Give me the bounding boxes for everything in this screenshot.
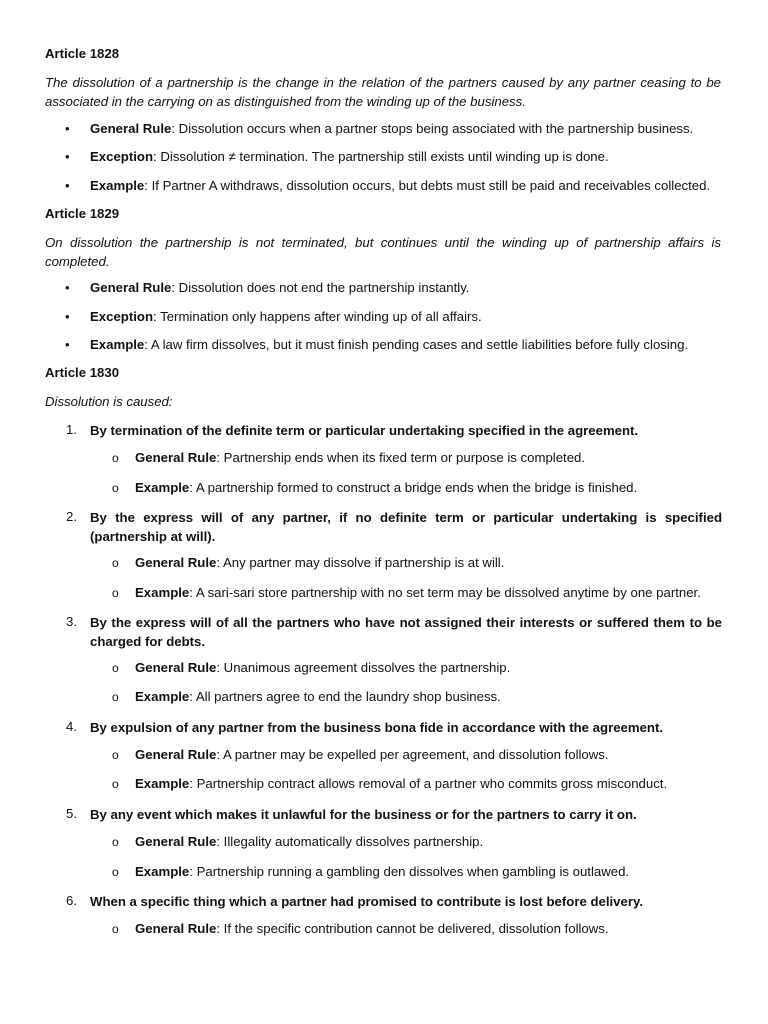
- bullet-icon: •: [65, 280, 70, 295]
- rule-text: : If Partner A withdraws, dissolution occurs, but debts must still be paid and receivables collected.: [144, 178, 711, 193]
- circle-bullet-icon: o: [112, 661, 119, 675]
- bullet-icon: •: [65, 121, 70, 136]
- article-text: The dissolution of a partnership is the change in the relation of the partners caused by any partner ceasing to be associated in the carrying on as distinguished from the winding up of the business.: [45, 75, 721, 109]
- circle-bullet-icon: o: [112, 451, 119, 465]
- rule-text: : Dissolution occurs when a partner stops being associated with the partnership business.: [171, 121, 694, 136]
- cause-text: By termination of the definite term or particular undertaking specified in the agreement.: [90, 423, 639, 438]
- list-item: [90, 337, 688, 352]
- article-heading: Article 1829: [45, 206, 120, 221]
- list-number: 1.: [66, 422, 77, 437]
- rule-text: : Partnership ends when its fixed term or purpose is completed.: [216, 450, 586, 465]
- list-item: [135, 480, 637, 495]
- rule-text: : Termination only happens after winding up of all affairs.: [153, 309, 482, 324]
- rule-label: Example: [135, 864, 190, 879]
- list-item: [135, 555, 504, 570]
- circle-bullet-icon: o: [112, 556, 119, 570]
- rule-label: Exception: [90, 149, 154, 164]
- rule-label: General Rule: [90, 280, 172, 295]
- circle-bullet-icon: o: [112, 748, 119, 762]
- list-item: [90, 178, 710, 193]
- circle-bullet-icon: o: [112, 865, 119, 879]
- rule-text: : Dissolution ≠ termination. The partnership still exists until winding up is done.: [153, 149, 609, 164]
- rule-label: Example: [135, 585, 190, 600]
- circle-bullet-icon: o: [112, 481, 119, 495]
- rule-text: : A sari-sari store partnership with no set term may be dissolved anytime by one partner.: [189, 585, 701, 600]
- circle-bullet-icon: o: [112, 835, 119, 849]
- rule-label: General Rule: [135, 450, 217, 465]
- list-item: [135, 834, 483, 849]
- list-number: 3.: [66, 614, 77, 629]
- cause-text: By the express will of all the partners who have not assigned their interests or suffered them to be charged for debts.: [90, 615, 722, 649]
- list-item: [90, 149, 609, 164]
- article-heading: Article 1828: [45, 46, 120, 61]
- rule-text: : Any partner may dissolve if partnership is at will.: [216, 555, 505, 570]
- bullet-icon: •: [65, 178, 70, 193]
- article-text: On dissolution the partnership is not terminated, but continues until the winding up of partnership affairs is completed.: [45, 235, 721, 269]
- list-item: [135, 660, 510, 675]
- rule-label: General Rule: [90, 121, 172, 136]
- rule-label: General Rule: [135, 747, 217, 762]
- list-item: [135, 585, 701, 600]
- cause-text: When a specific thing which a partner had promised to contribute is lost before delivery.: [90, 894, 643, 909]
- rule-text: : Unanimous agreement dissolves the partnership.: [216, 660, 511, 675]
- cause-text: By the express will of any partner, if no definite term or particular undertaking is specified (partnership at will).: [90, 510, 722, 544]
- rule-label: Example: [135, 480, 190, 495]
- rule-text: : Dissolution does not end the partnership instantly.: [171, 280, 470, 295]
- rule-label: General Rule: [135, 660, 217, 675]
- list-item: [90, 309, 482, 324]
- bullet-icon: •: [65, 337, 70, 352]
- bullet-icon: •: [65, 149, 70, 164]
- circle-bullet-icon: o: [112, 586, 119, 600]
- list-item: [90, 280, 469, 295]
- list-number: 4.: [66, 719, 77, 734]
- rule-text: : A partnership formed to construct a bridge ends when the bridge is finished.: [189, 480, 638, 495]
- circle-bullet-icon: o: [112, 922, 119, 936]
- circle-bullet-icon: o: [112, 777, 119, 791]
- list-item: [135, 776, 667, 791]
- rule-label: Example: [135, 776, 190, 791]
- list-item: [135, 864, 629, 879]
- article-heading: Article 1830: [45, 365, 120, 380]
- rule-text: : A law firm dissolves, but it must finish pending cases and settle liabilities before fully closing.: [144, 337, 689, 352]
- list-number: 6.: [66, 893, 77, 908]
- rule-label: General Rule: [135, 921, 217, 936]
- rule-label: Exception: [90, 309, 154, 324]
- rule-text: : Partnership contract allows removal of a partner who commits gross misconduct.: [189, 776, 668, 791]
- rule-label: Example: [90, 178, 145, 193]
- list-number: 5.: [66, 806, 77, 821]
- list-number: 2.: [66, 509, 77, 524]
- list-item: [135, 747, 609, 762]
- rule-label: General Rule: [135, 834, 217, 849]
- list-item: [135, 689, 501, 704]
- list-item: [135, 921, 609, 936]
- rule-text: : A partner may be expelled per agreement, and dissolution follows.: [216, 747, 609, 762]
- rule-text: : Illegality automatically dissolves partnership.: [216, 834, 484, 849]
- circle-bullet-icon: o: [112, 690, 119, 704]
- cause-text: By any event which makes it unlawful for the business or for the partners to carry it on.: [90, 807, 637, 822]
- rule-label: Example: [135, 689, 190, 704]
- rule-label: General Rule: [135, 555, 217, 570]
- rule-text: : All partners agree to end the laundry shop business.: [189, 689, 501, 704]
- list-item: [90, 121, 693, 136]
- rule-text: : Partnership running a gambling den dissolves when gambling is outlawed.: [189, 864, 630, 879]
- list-item: [135, 450, 585, 465]
- rule-text: : If the specific contribution cannot be delivered, dissolution follows.: [216, 921, 609, 936]
- article-text: Dissolution is caused:: [45, 394, 173, 409]
- bullet-icon: •: [65, 309, 70, 324]
- rule-label: Example: [90, 337, 145, 352]
- cause-text: By expulsion of any partner from the business bona fide in accordance with the agreement.: [90, 720, 664, 735]
